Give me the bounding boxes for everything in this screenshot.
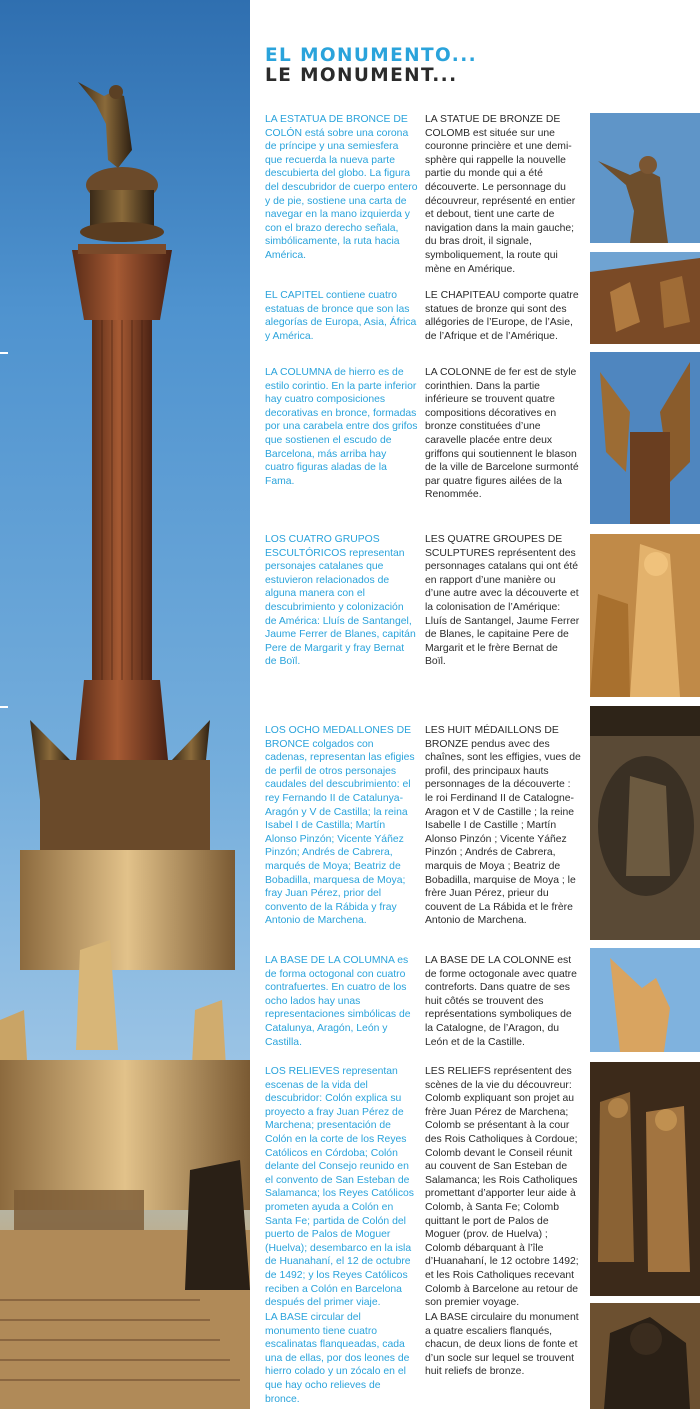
section-base-fr: LA BASE circulaire du monument a quatre escaliers flanqués, chacun, de deux lions de fonte et d’un socle sur lequel se trouvent huit reliefs de bronze. — [425, 1312, 579, 1378]
thumb-relief — [590, 1062, 700, 1296]
section-reliefs-fr: LES RELIEFS représentent des scènes de la vie du découvreur: Colomb expliquant son projet au frère Juan Pérez de Marchena; Colomb se présentant à la cour des Rois Catholiques à Cordoue; Colomb devant le Conseil réunit au couvent de San Esteban de Salamanca; les Rois Catholiques promettant d’apporter leur aide à Colomb, à Santa Fe; Colomb quittant le port de Palos de Moguer (prov. de Huelva) ; Colomb débarquant à l’île d’Huanahaní, le 12 octobre 1492; et les Rois Catholiques recevant Colomb à Barcelone au retour de son premier voyage. — [425, 1066, 579, 1309]
section-medallions-es: LOS OCHO MEDALLONES DE BRONCE colgados con cadenas, representan las efigies de perfil de otros personajes caudales del descubrimiento: el rey Fernando II de Catalunya-Aragón y V de Castilla; la reina Isabel I de Castilla; Martín Alonso Pinzón; Vicente Yáñez Pinzón; Andrés de Cabrera, marqués de Moya; Beatriz de Bobadilla, marquesa de Moya; fray Juan Pérez, prior del convento de la Rábida y fray Antonio de Marchena. — [265, 725, 415, 927]
section-column-base-fr: LA BASE DE LA COLONNE est de forme octogonale avec quatre contreforts. Dans quatre de ses huit côtés se trouvent des représentations symboliques de la Catalogne, de l’Aragon, du León et de la Castille. — [425, 955, 577, 1048]
section-capital-es: EL CAPITEL contiene cuatro estatuas de bronce que son las alegorías de Europa, Asia, África y América. — [265, 290, 417, 342]
title-french: LE MONUMENT... — [265, 65, 458, 86]
thumb-sculpture-group — [590, 534, 700, 697]
section-capital-fr: LE CHAPITEAU comporte quatre statues de bronze qui sont des allégories de l’Europe, de l’Asie, de l’Afrique et de l’Amérique. — [425, 290, 579, 342]
thumb-base-figure — [590, 948, 700, 1052]
section-statue-es: LA ESTATUA DE BRONCE DE COLÓN está sobre una corona de príncipe y una semiesfera que recuerda la nueva parte descubierta del globo. La figura del descubridor de cuerpo entero y de pie, sostiene una carta de navegar en la mano izquierda y con el brazo derecho señala, simbólicamente, la ruta hacia América. — [265, 114, 418, 261]
section-sculpture-groups-es: LOS CUATRO GRUPOS ESCULTÓRICOS representan personajes catalanes que estuvieron relacionados de alguna manera con el descubrimiento y colonización de América: Lluís de Santangel, Jaume Ferrer de Blanes, capitán Pere de Margarit y fray Bernat de Boïl. — [265, 534, 416, 668]
section-column-es: LA COLUMNA de hierro es de estilo corintio. En la parte inferior hay cuatro composiciones decorativas en bronce, formadas por una carabela entre dos grifos que sostienen el escudo de Barcelona, más arriba hay cuatro figuras aladas de la Fama. — [265, 367, 418, 487]
columbus-monument-illustration — [0, 0, 250, 1409]
page-tick-mark — [0, 352, 8, 354]
monument-photo — [0, 0, 250, 1409]
section-statue-fr: LA STATUE DE BRONZE DE COLOMB est située sur une couronne princière et une demi-sphère qui rappelle la nouvelle partie du monde qui a été découverte. Le personnage du découvreur, représenté en entier et debout, tient une carte de navigation dans la main gauche; du bras droit, il signale, symboliquement, la route qui mène en Amérique. — [425, 114, 576, 275]
page-title — [265, 46, 585, 86]
section-base-es: LA BASE circular del monumento tiene cuatro escalinatas flanqueadas, cada una de ellas, por dos leones de hierro colado y un zócalo en el que hay ocho relieves de bronce. — [265, 1312, 410, 1405]
section-medallions-fr: LES HUIT MÉDAILLONS DE BRONZE pendus avec des chaînes, sont les effigies, vues de profil, des principaux hauts personnages de la découverte : le roi Ferdinand II de Catalogne-Aragon et V de Castille ; la reine Isabelle I de Castille ; Martín Alonso Pinzón ; Vicente Yáñez Pinzón ; Andrés de Cabrera, marquis de Moya ; Beatriz de Bobadilla, marquise de Moya ; le frère Juan Pérez, prieur du couvent de La Rábida et le frère Antonio de Marchena. — [425, 725, 581, 927]
page-tick-mark — [0, 706, 8, 708]
thumb-statue — [590, 113, 700, 243]
title-spanish: EL MONUMENTO... — [265, 45, 478, 66]
section-sculpture-groups-fr: LES QUATRE GROUPES DE SCULPTURES représentent des personnages catalans qui ont été en rapport d’une manière ou d’une autre avec la découverte et la colonisation de l’Amérique: Lluís de Santangel, Jaume Ferrer de Blanes, le capitaine Pere de Margarit et le frère Bernat de Boïl. — [425, 534, 580, 668]
thumb-capital — [590, 252, 700, 344]
section-column-fr: LA COLONNE de fer est de style corinthien. Dans la partie inférieure se trouvent quatre compositions décoratives en bronze constituées d’une caravelle placée entre deux griffons qui soutiennent le blason de la ville de Barcelone surmonté par quatre figures ailées de la Renommée. — [425, 367, 579, 501]
section-column-base-es: LA BASE DE LA COLUMNA es de forma octogonal con cuatro contrafuertes. En cuatro de los ocho lados hay unas representaciones simbólicas de Catalunya, Aragón, León y Castilla. — [265, 955, 411, 1048]
thumb-lion — [590, 1303, 700, 1409]
section-reliefs-es: LOS RELIEVES representan escenas de la vida del descubridor: Colón explica su proyecto a fray Juan Pérez de Marchena; presentación de Colón en la corte de los Reyes Católicos en Córdoba; Colón delante del Consejo reunido en el convento de San Esteban de Salamanca; los Reyes Católicos prometen ayuda a Colón en Santa Fe; partida de Colón del puerto de Palos de Moguer (Huelva); desembarco en la isla de Huanahaní, el 12 de octubre de 1492; y los Reyes Católicos reciben a Colón en Barcelona después del primer viaje. — [265, 1066, 415, 1309]
thumb-medallion — [590, 706, 700, 940]
thumb-winged-fame — [590, 352, 700, 524]
